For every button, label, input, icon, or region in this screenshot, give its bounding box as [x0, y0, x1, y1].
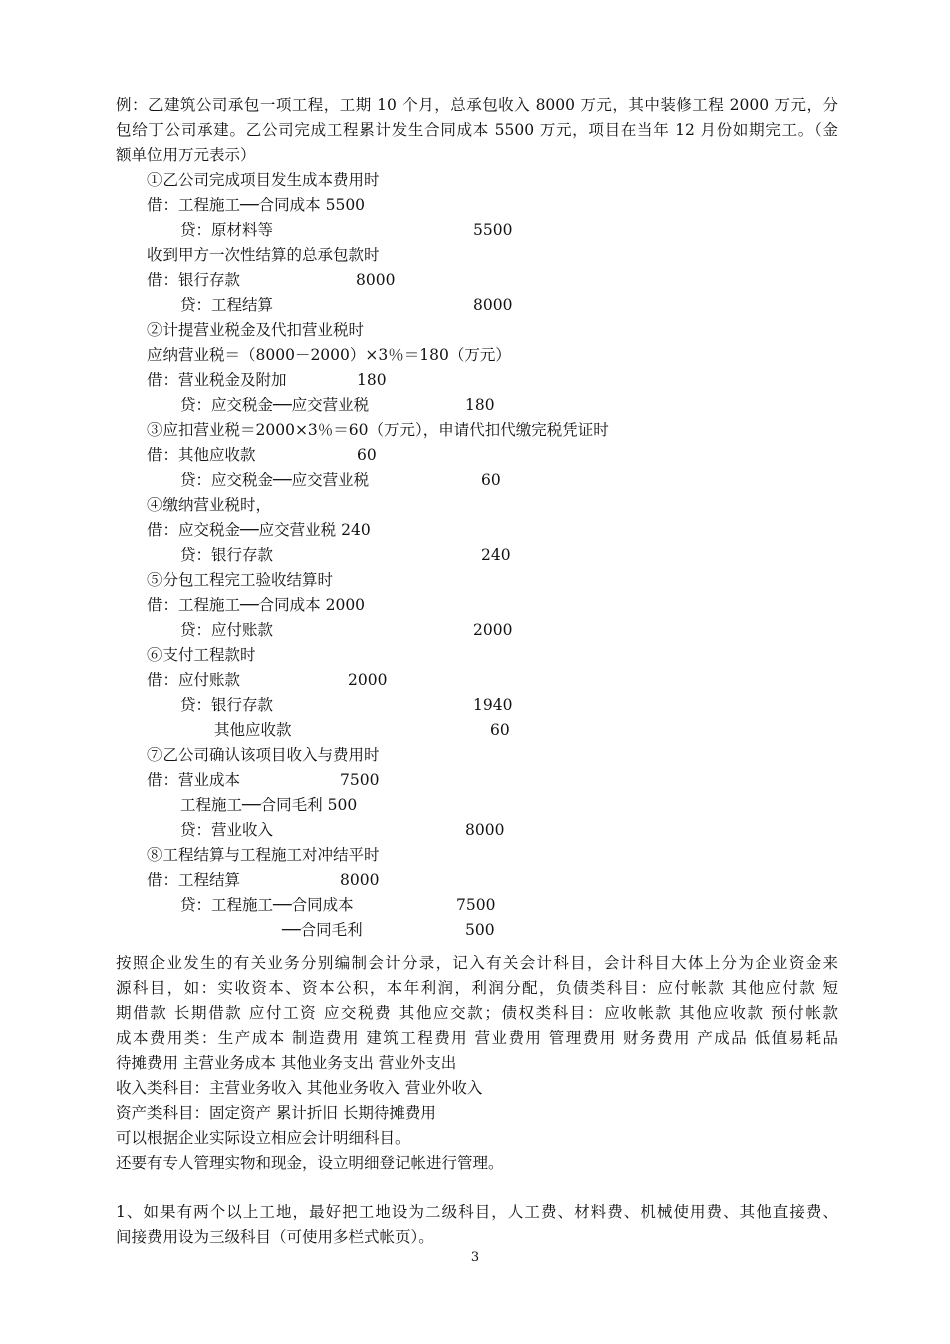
entry-debit: 借：应付账款 [147, 671, 241, 689]
entry-amount: 180 [357, 371, 387, 389]
entry-debit: 借：工程施工──合同成本 2000 [147, 596, 366, 614]
entry-heading: 收到甲方一次性结算的总承包款时 [147, 246, 380, 264]
entry-heading-8: ⑧工程结算与工程施工对冲结平时 [147, 846, 380, 864]
paragraph-line: 按照企业发生的有关业务分别编制会计分录，记入有关会计科目，会计科目大体上分为企业资金来 [116, 954, 838, 972]
entry-debit: 借：工程施工──合同成本 5500 [147, 196, 366, 214]
paragraph-line: 待摊费用 主营业务成本 其他业务支出 营业外支出 [116, 1054, 457, 1072]
entry-formula: 应纳营业税＝（8000－2000）×3％＝180（万元） [147, 346, 511, 364]
paragraph-line: 还要有专人管理实物和现金，设立明细登记帐进行管理。 [116, 1154, 504, 1172]
paragraph-line: 期借款 长期借款 应付工资 应交税费 其他应交款；债权类科目：应收帐款 其他应收款 预付帐款 [116, 1004, 838, 1022]
paragraph-line: 可以根据企业实际设立相应会计明细科目。 [116, 1129, 411, 1147]
intro-line-3: 额单位用万元表示） [116, 146, 256, 164]
entry-credit: 其他应收款 [214, 721, 292, 739]
entry-amount: 8000 [340, 871, 380, 889]
entry-amount: 2000 [348, 671, 388, 689]
entry-amount: 60 [357, 446, 377, 464]
intro-line-1: 例：乙建筑公司承包一项工程，工期 10 个月，总承包收入 8000 万元，其中装修工程 2000 万元，分 [116, 96, 838, 114]
paragraph-line: 成本费用类：生产成本 制造费用 建筑工程费用 营业费用 管理费用 财务费用 产成品 低值易耗品 [116, 1029, 838, 1047]
entry-amount: 240 [481, 546, 511, 564]
entry-amount: 60 [481, 471, 501, 489]
entry-credit: 贷：工程结算 [180, 296, 274, 314]
entry-heading-1: ①乙公司完成项目发生成本费用时 [147, 171, 380, 189]
entry-credit: 贷：营业收入 [180, 821, 274, 839]
page-number: 3 [470, 1250, 480, 1265]
entry-amount: 7500 [340, 771, 380, 789]
entry-heading-3: ③应扣营业税＝2000×3％＝60（万元），申请代扣代缴完税凭证时 [147, 421, 609, 439]
entry-amount: 500 [465, 921, 495, 939]
entry-credit: 贷：应交税金──应交营业税 [180, 396, 370, 414]
entry-amount: 8000 [473, 296, 513, 314]
entry-debit: 借：营业成本 [147, 771, 241, 789]
paragraph-line: 收入类科目：主营业务收入 其他业务收入 营业外收入 [116, 1079, 483, 1097]
entry-debit: 借：银行存款 [147, 271, 241, 289]
entry-heading-7: ⑦乙公司确认该项目收入与费用时 [147, 746, 380, 764]
entry-debit: 借：应交税金──应交营业税 240 [147, 521, 371, 539]
entry-amount: 8000 [356, 271, 396, 289]
paragraph-line: 源科目，如：实收资本、资本公积，本年利润，利润分配，负债类科目：应付帐款 其他应付款 短 [116, 979, 838, 997]
entry-debit: 借：营业税金及附加 [147, 371, 287, 389]
entry-heading-2: ②计提营业税金及代扣营业税时 [147, 321, 365, 339]
entry-debit: 工程施工──合同毛利 500 [180, 796, 358, 814]
item-line: 1、如果有两个以上工地，最好把工地设为二级科目，人工费、材料费、机械使用费、其他直接费、 [116, 1203, 838, 1221]
entry-amount: 5500 [473, 221, 513, 239]
entry-amount: 7500 [456, 896, 496, 914]
entry-debit: 借：其他应收款 [147, 446, 256, 464]
entry-amount: 2000 [473, 621, 513, 639]
entry-amount: 180 [465, 396, 495, 414]
paragraph-line: 资产类科目：固定资产 累计折旧 长期待摊费用 [116, 1104, 436, 1122]
entry-credit: 贷：银行存款 [180, 546, 274, 564]
entry-credit: 贷：原材料等 [180, 221, 274, 239]
entry-credit: 贷：工程施工──合同成本 [180, 896, 354, 914]
entry-amount: 1940 [473, 696, 513, 714]
entry-heading-6: ⑥支付工程款时 [147, 646, 256, 664]
intro-line-2: 包给丁公司承建。乙公司完成工程累计发生合同成本 5500 万元，项目在当年 12 月份如期完工。（金 [116, 121, 838, 139]
entry-credit: 贷：应交税金──应交营业税 [180, 471, 370, 489]
entry-credit: 贷：银行存款 [180, 696, 274, 714]
entry-amount: 8000 [465, 821, 505, 839]
entry-heading-4: ④缴纳营业税时， [147, 496, 272, 514]
entry-credit: 贷：应付账款 [180, 621, 274, 639]
entry-heading-5: ⑤分包工程完工验收结算时 [147, 571, 334, 589]
entry-debit: 借：工程结算 [147, 871, 241, 889]
item-line: 间接费用设为三级科目（可使用多栏式帐页）。 [116, 1228, 434, 1246]
entry-credit: ──合同毛利 [282, 921, 363, 939]
entry-amount: 60 [490, 721, 510, 739]
